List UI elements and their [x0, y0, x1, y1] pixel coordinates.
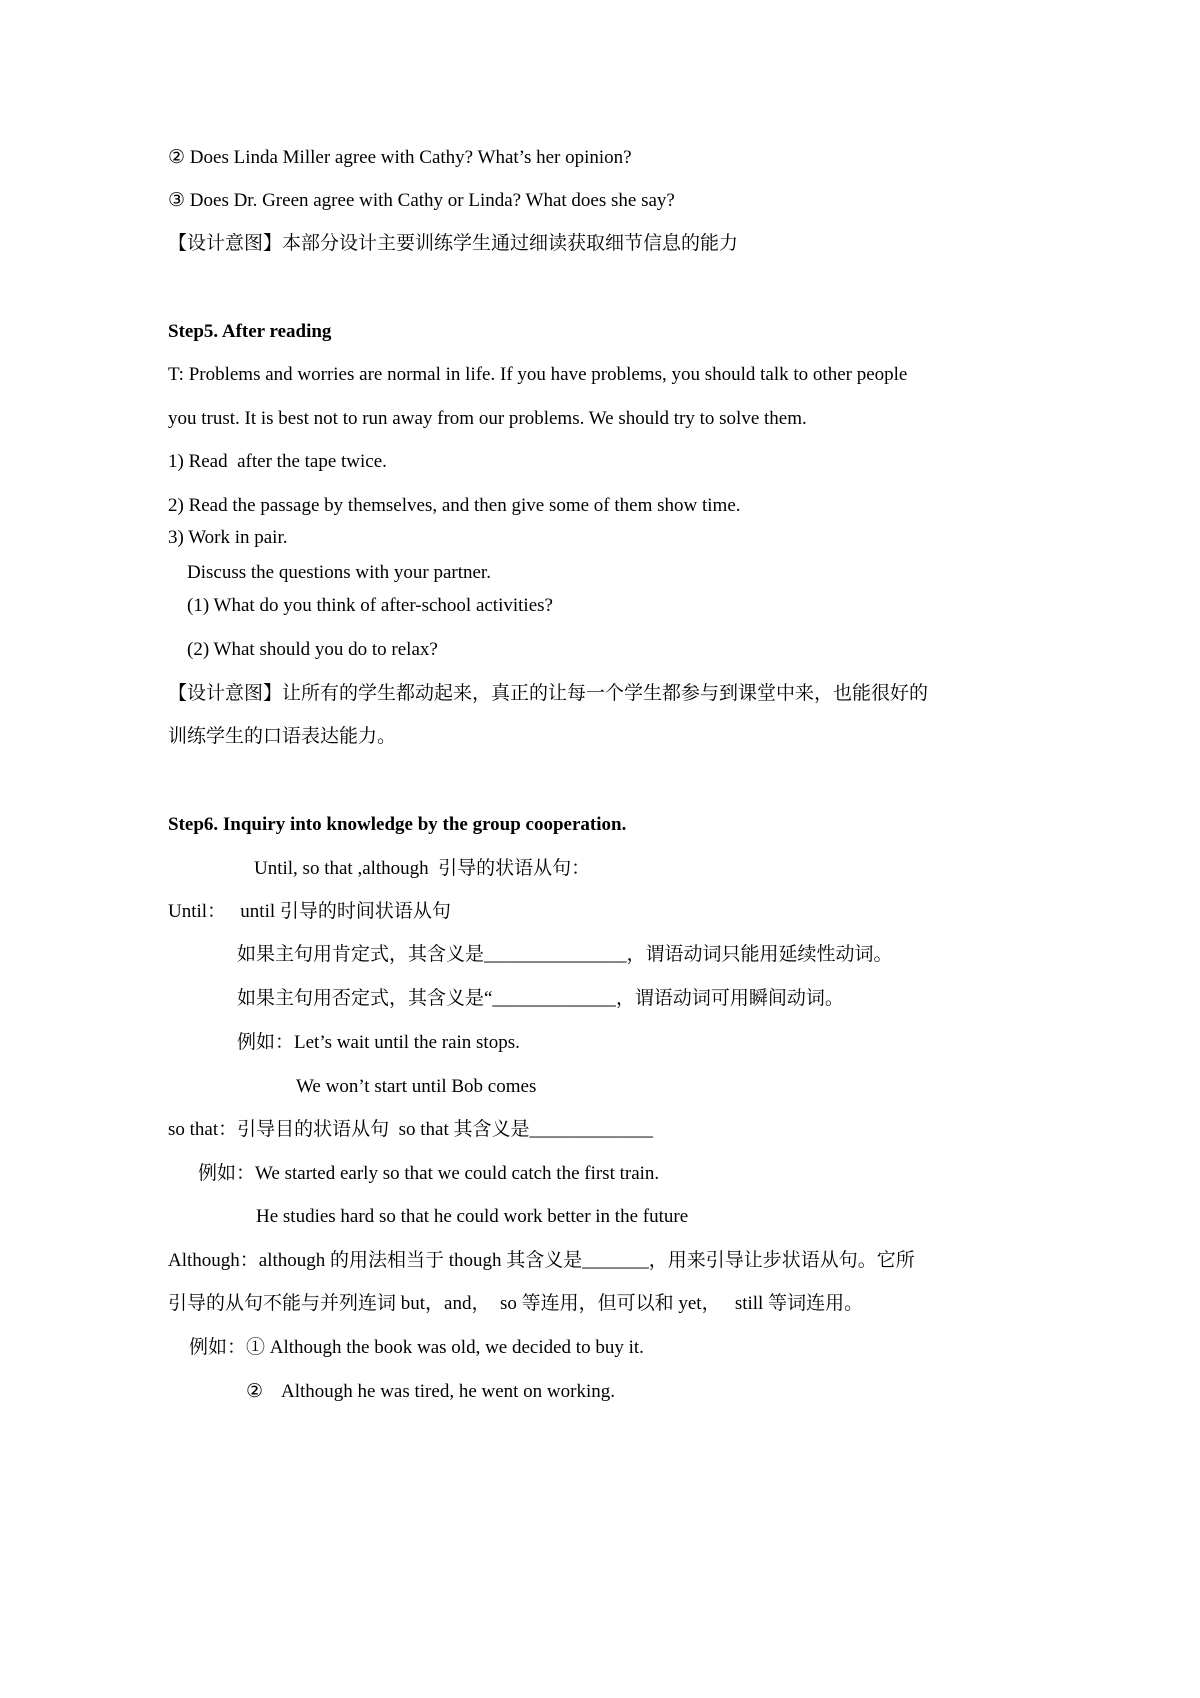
step6-intro: Until, so that ,although 引导的状语从句： [254, 858, 591, 879]
step5-heading: Step5. After reading [168, 321, 332, 342]
question-2: ② Does Linda Miller agree with Cathy? What’s her opinion? [168, 147, 632, 168]
step5-item-2: 2) Read the passage by themselves, and then give some of them show time. [168, 495, 741, 516]
teacher-line-2: you trust. It is best not to run away from our problems. We should try to solve them. [168, 408, 807, 429]
so-that-example-2: He studies hard so that he could work better in the future [256, 1206, 689, 1227]
step5-item-1: 1) Read after the tape twice. [168, 451, 387, 472]
until-positive-rule: 如果主句用肯定式，其含义是_______________，谓语动词只能用延续性动词。 [237, 944, 893, 965]
discuss-line: Discuss the questions with your partner. [187, 562, 491, 583]
design-intent-step5-line-1: 【设计意图】让所有的学生都动起来，真正的让每一个学生都参与到课堂中来，也能很好的 [168, 683, 929, 704]
although-example-1: 例如：① Although the book was old, we decided to buy it. [189, 1337, 644, 1358]
until-heading: Until： until 引导的时间状语从句 [168, 901, 451, 922]
discuss-question-1: (1) What do you think of after-school activities? [187, 595, 553, 616]
question-3: ③ Does Dr. Green agree with Cathy or Linda? What does she say? [168, 190, 675, 211]
until-negative-rule: 如果主句用否定式，其含义是“_____________，谓语动词可用瞬间动词。 [237, 988, 844, 1009]
until-example-1: 例如：Let’s wait until the rain stops. [237, 1032, 520, 1053]
step5-item-3: 3) Work in pair. [168, 527, 288, 548]
step6-heading: Step6. Inquiry into knowledge by the group cooperation. [168, 814, 627, 835]
although-line-2: 引导的从句不能与并列连词 but，and， so 等连用，但可以和 yet， still 等词连用。 [168, 1293, 864, 1314]
discuss-question-2: (2) What should you do to relax? [187, 639, 438, 660]
design-intent-step5-line-2: 训练学生的口语表达能力。 [168, 726, 397, 747]
although-example-2: ② Although he was tired, he went on working. [246, 1381, 616, 1402]
teacher-line-1: T: Problems and worries are normal in life. If you have problems, you should talk to other people [168, 364, 908, 385]
so-that-example-1: 例如：We started early so that we could catch the first train. [198, 1163, 660, 1184]
although-line-1: Although：although 的用法相当于 though 其含义是_______，用来引导让步状语从句。它所 [168, 1250, 915, 1271]
so-that-heading: so that：引导目的状语从句 so that 其含义是_____________ [168, 1119, 654, 1140]
design-intent-step4: 【设计意图】本部分设计主要训练学生通过细读获取细节信息的能力 [168, 233, 739, 254]
until-example-2: We won’t start until Bob comes [296, 1076, 537, 1097]
